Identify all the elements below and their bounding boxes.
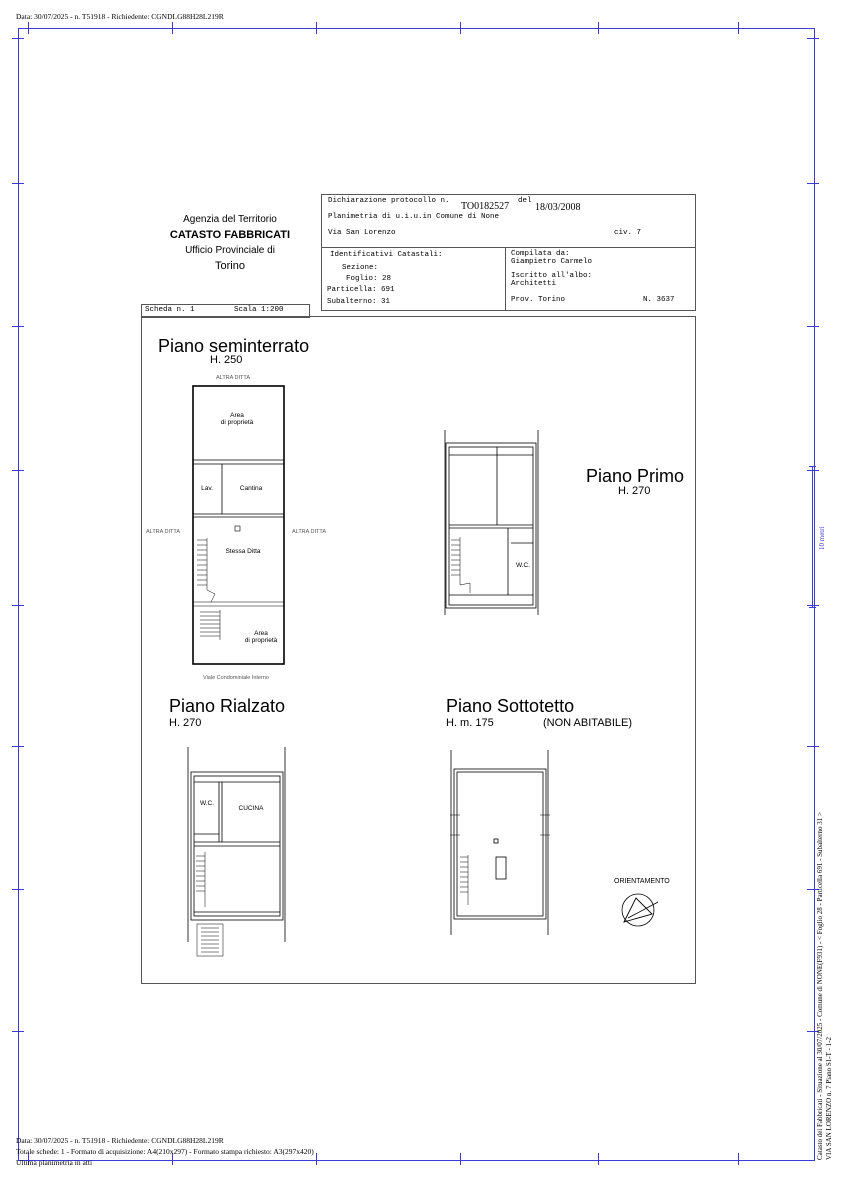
seminterrato-left-label: ALTRA DITTA: [146, 529, 181, 535]
civic-number: civ. 7: [614, 229, 642, 237]
floor-rialzato-title: Piano Rialzato: [169, 696, 286, 716]
bottom-info-line3: Ultima planimetria in atti: [16, 1158, 93, 1167]
room-area-top: Area di proprietà: [220, 412, 254, 426]
agency-line4: Torino: [215, 260, 245, 272]
declaration-box: [321, 194, 696, 311]
protocol-number: TO0182527: [461, 201, 510, 212]
address: Via San Lorenzo: [328, 229, 396, 237]
bottom-info-line2: Totale schede: 1 - Formato di acquisizione: A4(210x297) - Formato stampa richiesto: A3(297x420): [16, 1147, 314, 1156]
decl-divider: [322, 247, 695, 248]
sezione: Sezione:: [342, 264, 379, 272]
orientation-label: ORIENTAMENTO: [614, 878, 670, 885]
scale-ruler: [812, 466, 813, 608]
floor-seminterrato-height: H. 250: [210, 354, 243, 366]
floor-seminterrato-title: Piano seminterrato: [158, 336, 310, 356]
floor-primo-height: H. 270: [618, 485, 651, 497]
identifiers-title: Identificativi Catastali:: [330, 251, 443, 259]
compiler-name: Giampietro Carmelo: [511, 258, 593, 266]
room-area-bottom: Area di proprietà: [244, 630, 278, 644]
agency-line2: CATASTO FABBRICATI: [169, 229, 291, 241]
scheda-number: Scheda n. 1: [145, 306, 195, 314]
plan-sottotetto: [444, 745, 556, 940]
right-margin-line2: VIA SAN LORENZO n. 7 Piano S1-T - 1-2: [825, 1037, 833, 1160]
protocol-date: 18/03/2008: [535, 202, 581, 213]
agency-line1: Agenzia del Territorio: [183, 214, 277, 225]
floor-primo-title: Piano Primo: [586, 466, 685, 486]
agency-line3: Ufficio Provinciale di: [185, 245, 275, 256]
planimetria-line: Planimetria di u.i.u.in Comune di None: [328, 213, 500, 221]
subalterno: Subalterno: 31: [327, 298, 391, 306]
compiler-prov: Prov. Torino: [511, 296, 566, 304]
ruler-cap-bottom: [809, 607, 816, 608]
compass-icon: [618, 888, 662, 932]
protocol-label: Dichiarazione protocollo n.: [328, 197, 450, 205]
decl-vdivider: [505, 247, 506, 310]
plan-rialzato: [183, 742, 293, 962]
rialzato-wc: W.C.: [199, 800, 215, 807]
right-margin-line1: Catasto dei Fabbricati - Situazione al 30/07/2025 - Comune di NONE(F931) - < Foglio 28 - Particella 691 - Subalterno 31 >: [816, 812, 824, 1160]
room-lav: Lav.: [201, 485, 213, 492]
top-info: Data: 30/07/2025 - n. T51918 - Richiedente: CGNDLG88H28L219R: [16, 12, 224, 21]
floor-sottotetto-title: Piano Sottotetto: [446, 696, 575, 716]
compiler-number: N. 3637: [643, 296, 675, 304]
albo: Architetti: [511, 280, 557, 288]
room-cantina: Cantina: [239, 485, 263, 492]
floor-sottotetto-height: H. m. 175: [446, 717, 494, 729]
seminterrato-right-label: ALTRA DITTA: [292, 529, 327, 535]
rialzato-cucina: CUCINA: [238, 805, 264, 812]
seminterrato-bottom-label: Viale Condominiale Interno: [203, 675, 269, 681]
albo-label: Iscritto all'albo:: [511, 272, 593, 280]
seminterrato-top-label: ALTRA DITTA: [216, 375, 251, 381]
primo-wc: W.C.: [515, 562, 531, 569]
date-label: del: [518, 197, 532, 205]
floor-sottotetto-note: (NON ABITABILE): [543, 717, 633, 729]
plan-primo: [440, 425, 545, 620]
room-stessa-ditta: Stessa Ditta: [225, 548, 261, 555]
scheda-scale: Scala 1:200: [234, 306, 284, 314]
foglio: Foglio: 28: [346, 275, 392, 283]
compiler-title: Compilata da:: [511, 250, 570, 258]
bottom-info-line1: Data: 30/07/2025 - n. T51918 - Richiedente: CGNDLG88H28L219R: [16, 1136, 224, 1145]
particella: Particella: 691: [327, 286, 395, 294]
ruler-label: 10 metri: [818, 526, 826, 550]
floor-rialzato-height: H. 270: [169, 717, 202, 729]
ruler-cap-top: [809, 466, 816, 467]
